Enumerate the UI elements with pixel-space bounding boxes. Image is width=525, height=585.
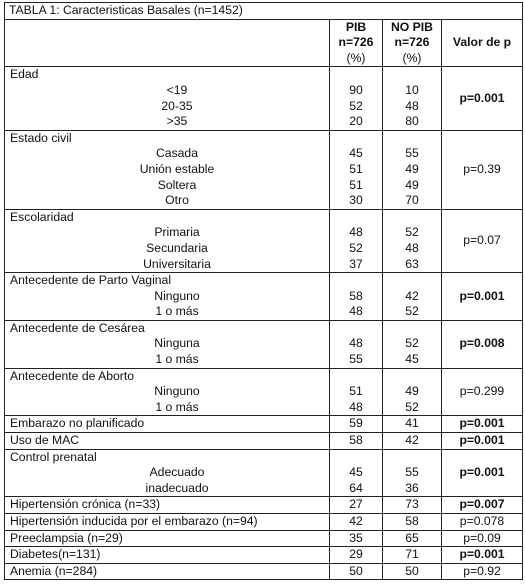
- pib-percent: 37: [349, 256, 363, 271]
- p-value-cell: p=0.39: [442, 130, 523, 209]
- variable-label: Embarazo no planificado: [10, 416, 145, 431]
- no-pib-value-cell: [383, 67, 442, 130]
- variable-cell: [5, 449, 330, 497]
- category-label: 1 o más: [155, 304, 199, 319]
- no-pib-percent: 63: [405, 256, 419, 271]
- no-pib-percent: 73: [405, 497, 419, 512]
- pib-percent: 55: [349, 352, 363, 367]
- variable-label: Anemia (n=284): [10, 563, 98, 578]
- category-label: Secundaria: [146, 240, 208, 255]
- variable-label: Control prenatal: [10, 449, 97, 464]
- no-pib-percent: 49: [405, 177, 419, 192]
- category-label: <19: [166, 82, 188, 97]
- header-pib: [330, 19, 383, 67]
- pib-percent: 52: [349, 98, 363, 113]
- pib-percent: 48: [349, 399, 363, 414]
- table-title: TABLA 1: Caracteristicas Basales (n=1452): [5, 3, 523, 20]
- table-row: [5, 563, 523, 580]
- header-pib-unit: (%): [346, 50, 366, 65]
- table-row: [5, 497, 523, 514]
- p-value-cell: p=0.008: [442, 320, 523, 368]
- category-label: 1 o más: [155, 352, 199, 367]
- p-value-cell: p=0.001: [442, 416, 523, 433]
- no-pib-value-cell: [383, 433, 442, 450]
- pib-percent: 51: [349, 161, 363, 176]
- variable-cell: [5, 209, 330, 272]
- variable-label: Antecedente de Parto Vaginal: [10, 273, 172, 288]
- no-pib-value-cell: [383, 563, 442, 580]
- table-row: [5, 273, 523, 321]
- table-row: [5, 320, 523, 368]
- p-value-cell: p=0.001: [442, 547, 523, 564]
- category-label: Ninguno: [154, 288, 200, 303]
- pib-percent: 29: [349, 547, 363, 562]
- variable-cell: [5, 547, 330, 564]
- pib-percent: 58: [349, 433, 363, 448]
- pib-percent: 20: [349, 114, 363, 129]
- no-pib-percent: 42: [405, 288, 419, 303]
- p-value-cell: p=0.001: [442, 449, 523, 497]
- pib-percent: 45: [349, 146, 363, 161]
- pib-value-cell: [330, 497, 383, 514]
- no-pib-value-cell: [383, 368, 442, 416]
- pib-percent: 51: [349, 177, 363, 192]
- category-label: 20-35: [161, 98, 193, 113]
- variable-cell: [5, 563, 330, 580]
- no-pib-value-cell: [383, 530, 442, 547]
- pib-percent: 48: [349, 225, 363, 240]
- no-pib-value-cell: [383, 320, 442, 368]
- pib-percent: 51: [349, 384, 363, 399]
- variable-label: Hipertensión crónica (n=33): [10, 497, 161, 512]
- variable-cell: [5, 416, 330, 433]
- p-value-cell: p=0.001: [442, 273, 523, 321]
- no-pib-value-cell: [383, 547, 442, 564]
- pib-value-cell: [330, 563, 383, 580]
- pib-value-cell: [330, 547, 383, 564]
- no-pib-value-cell: [383, 514, 442, 531]
- no-pib-percent: 49: [405, 384, 419, 399]
- p-value-cell: p=0.299: [442, 368, 523, 416]
- p-value-cell: p=0.09: [442, 530, 523, 547]
- variable-label: Diabetes(n=131): [10, 547, 101, 562]
- pib-percent: 30: [349, 193, 363, 208]
- header-no-pib-label: NO PIB: [391, 19, 433, 34]
- table-row: [5, 416, 523, 433]
- pib-percent: 50: [349, 563, 363, 578]
- pib-value-cell: [330, 368, 383, 416]
- variable-cell: [5, 130, 330, 209]
- pib-percent: 64: [349, 480, 363, 495]
- table-row: [5, 368, 523, 416]
- no-pib-percent: 80: [405, 114, 419, 129]
- pib-value-cell: [330, 130, 383, 209]
- no-pib-value-cell: [383, 273, 442, 321]
- variable-cell: [5, 514, 330, 531]
- header-pib-label: PIB: [345, 19, 367, 34]
- variable-label: Edad: [10, 67, 39, 82]
- header-no-pib: [383, 19, 442, 67]
- no-pib-percent: 55: [405, 146, 419, 161]
- no-pib-value-cell: [383, 209, 442, 272]
- no-pib-value-cell: [383, 416, 442, 433]
- baseline-characteristics-table: [4, 2, 523, 580]
- table-row: [5, 130, 523, 209]
- pib-percent: 42: [349, 514, 363, 528]
- table-row: [5, 530, 523, 547]
- pib-value-cell: [330, 449, 383, 497]
- variable-label: Antecedente de Aborto: [10, 368, 135, 383]
- variable-cell: [5, 368, 330, 416]
- category-label: Unión estable: [139, 161, 215, 176]
- no-pib-value-cell: [383, 449, 442, 497]
- p-value-cell: p=0.07: [442, 209, 523, 272]
- p-value-cell: p=0.001: [442, 433, 523, 450]
- table-row: [5, 449, 523, 497]
- variable-cell: [5, 433, 330, 450]
- no-pib-percent: 42: [405, 433, 419, 448]
- no-pib-percent: 52: [405, 336, 419, 351]
- category-label: Universitaria: [143, 256, 211, 271]
- pib-value-cell: [330, 209, 383, 272]
- no-pib-percent: 10: [405, 82, 419, 97]
- category-label: Ninguna: [154, 336, 200, 351]
- category-label: Soltera: [157, 177, 197, 192]
- pib-value-cell: [330, 273, 383, 321]
- pib-value-cell: [330, 416, 383, 433]
- no-pib-percent: 36: [405, 480, 419, 495]
- pib-percent: 35: [349, 530, 363, 545]
- no-pib-value-cell: [383, 497, 442, 514]
- variable-label: Escolaridad: [10, 209, 74, 224]
- variable-label: Uso de MAC: [10, 433, 80, 448]
- no-pib-percent: 45: [405, 352, 419, 367]
- category-label: inadecuado: [145, 480, 209, 495]
- variable-cell: [5, 67, 330, 130]
- no-pib-percent: 48: [405, 98, 419, 113]
- table-row: [5, 547, 523, 564]
- no-pib-percent: 52: [405, 399, 419, 414]
- category-label: Adecuado: [149, 465, 205, 480]
- header-no-pib-unit: (%): [402, 50, 422, 65]
- header-no-pib-n: n=726: [394, 35, 430, 50]
- category-label: Ninguno: [154, 384, 200, 399]
- category-label: Primaria: [154, 225, 200, 240]
- no-pib-value-cell: [383, 130, 442, 209]
- variable-cell: [5, 273, 330, 321]
- variable-label: Estado civil: [10, 130, 72, 145]
- pib-percent: 27: [349, 497, 363, 512]
- pib-value-cell: [330, 514, 383, 531]
- no-pib-percent: 49: [405, 161, 419, 176]
- pib-percent: 58: [349, 288, 363, 303]
- pib-percent: 48: [349, 304, 363, 319]
- pib-value-cell: [330, 433, 383, 450]
- header-p-value: Valor de p: [442, 19, 523, 67]
- table-row: [5, 67, 523, 130]
- p-value-cell: p=0.078: [442, 514, 523, 531]
- pib-percent: 90: [349, 82, 363, 97]
- variable-cell: [5, 497, 330, 514]
- p-value-cell: p=0.007: [442, 497, 523, 514]
- no-pib-percent: 50: [405, 563, 419, 578]
- pib-value-cell: [330, 530, 383, 547]
- no-pib-percent: 41: [405, 416, 419, 431]
- pib-percent: 52: [349, 240, 363, 255]
- pib-percent: 45: [349, 465, 363, 480]
- category-label: Otro: [165, 193, 189, 208]
- no-pib-percent: 52: [405, 304, 419, 319]
- pib-value-cell: [330, 320, 383, 368]
- no-pib-percent: 58: [405, 514, 419, 528]
- header-empty-cell: [5, 19, 330, 67]
- header-row: [5, 19, 523, 67]
- no-pib-percent: 55: [405, 465, 419, 480]
- variable-cell: [5, 530, 330, 547]
- category-label: >35: [166, 114, 188, 129]
- no-pib-percent: 70: [405, 193, 419, 208]
- p-value-cell: p=0.92: [442, 563, 523, 580]
- category-label: Casada: [155, 146, 198, 161]
- variable-label: Hipertensión inducida por el embarazo (n=94): [10, 514, 258, 528]
- pib-value-cell: [330, 67, 383, 130]
- variable-label: Antecedente de Cesárea: [10, 320, 145, 335]
- variable-label: Preeclampsia (n=29): [10, 530, 123, 545]
- no-pib-percent: 65: [405, 530, 419, 545]
- no-pib-percent: 71: [405, 547, 419, 562]
- no-pib-percent: 48: [405, 240, 419, 255]
- no-pib-percent: 52: [405, 225, 419, 240]
- category-label: 1 o más: [155, 399, 199, 414]
- pib-percent: 59: [349, 416, 363, 431]
- table-row: [5, 209, 523, 272]
- pib-percent: 48: [349, 336, 363, 351]
- p-value-cell: p=0.001: [442, 67, 523, 130]
- table-title-row: [5, 3, 523, 20]
- table-row: [5, 514, 523, 531]
- table-row: [5, 433, 523, 450]
- header-pib-n: n=726: [338, 35, 374, 50]
- variable-cell: [5, 320, 330, 368]
